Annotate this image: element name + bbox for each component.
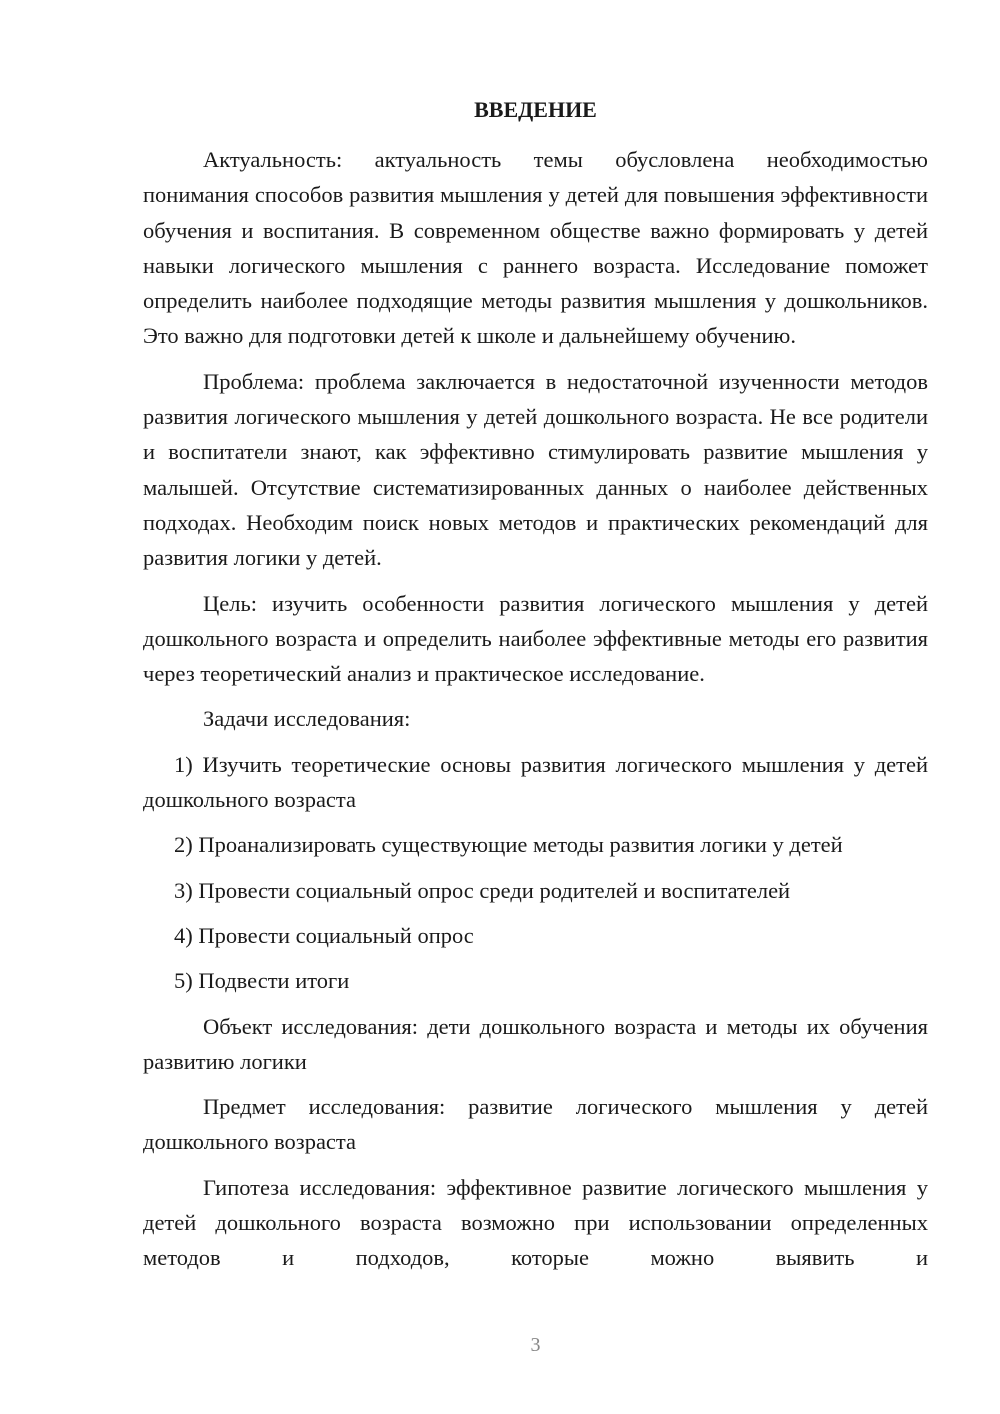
task-item: 2) Проанализировать существующие методы развития логики у детей [174,832,843,858]
goal-paragraph: Цель: изучить особенности развития логического мышления у детей дошкольного возраста и определить наиболее эффективные методы его развития через теоретический анализ и практическое исследование. [143,590,928,687]
object-paragraph: Объект исследования: дети дошкольного возраста и методы их обучения развитию логики [143,1013,928,1074]
page-title: ВВЕДЕНИЕ [474,97,597,122]
subject-paragraph: Предмет исследования: развитие логического мышления у детей дошкольного возраста [143,1094,928,1155]
document-body [143,142,928,1286]
hypothesis-paragraph: Гипотеза исследования: эффективное развитие логического мышления у детей дошкольного возраста возможно при использовании определенных методов и подходов, которые можно выявить и [143,1174,928,1271]
problem-paragraph: Проблема: проблема заключается в недостаточной изученности методов развития логического мышления у детей дошкольного возраста. Не все родители и воспитатели знают, как эффективно стимулировать развитие мышления у малышей. Отсутствие систематизированных данных о наиболее действенных подходах. Необходим поиск новых методов и практических рекомендаций для развития логики у детей. [143,368,928,571]
task-item: 4) Провести социальный опрос [174,922,474,948]
tasks-list [143,747,928,999]
page-number: 3 [530,1334,541,1356]
task-item: 5) Подвести итоги [174,968,350,994]
document-page [143,0,928,1414]
tasks-heading: Задачи исследования: [203,706,411,732]
relevance-paragraph: Актуальность: актуальность темы обусловлена необходимостью понимания способов развития мышления у детей для повышения эффективности обучения и воспитания. В современном обществе важно формировать у детей навыки логического мышления с раннего возраста. Исследование поможет определить наиболее подходящие методы развития мышления у дошкольников. Это важно для подготовки детей к школе и дальнейшему обучению. [143,147,928,349]
task-item: 3) Провести социальный опрос среди родителей и воспитателей [174,877,791,903]
task-item: 1) Изучить теоретические основы развития логического мышления у детей дошкольного возраста [143,751,928,813]
